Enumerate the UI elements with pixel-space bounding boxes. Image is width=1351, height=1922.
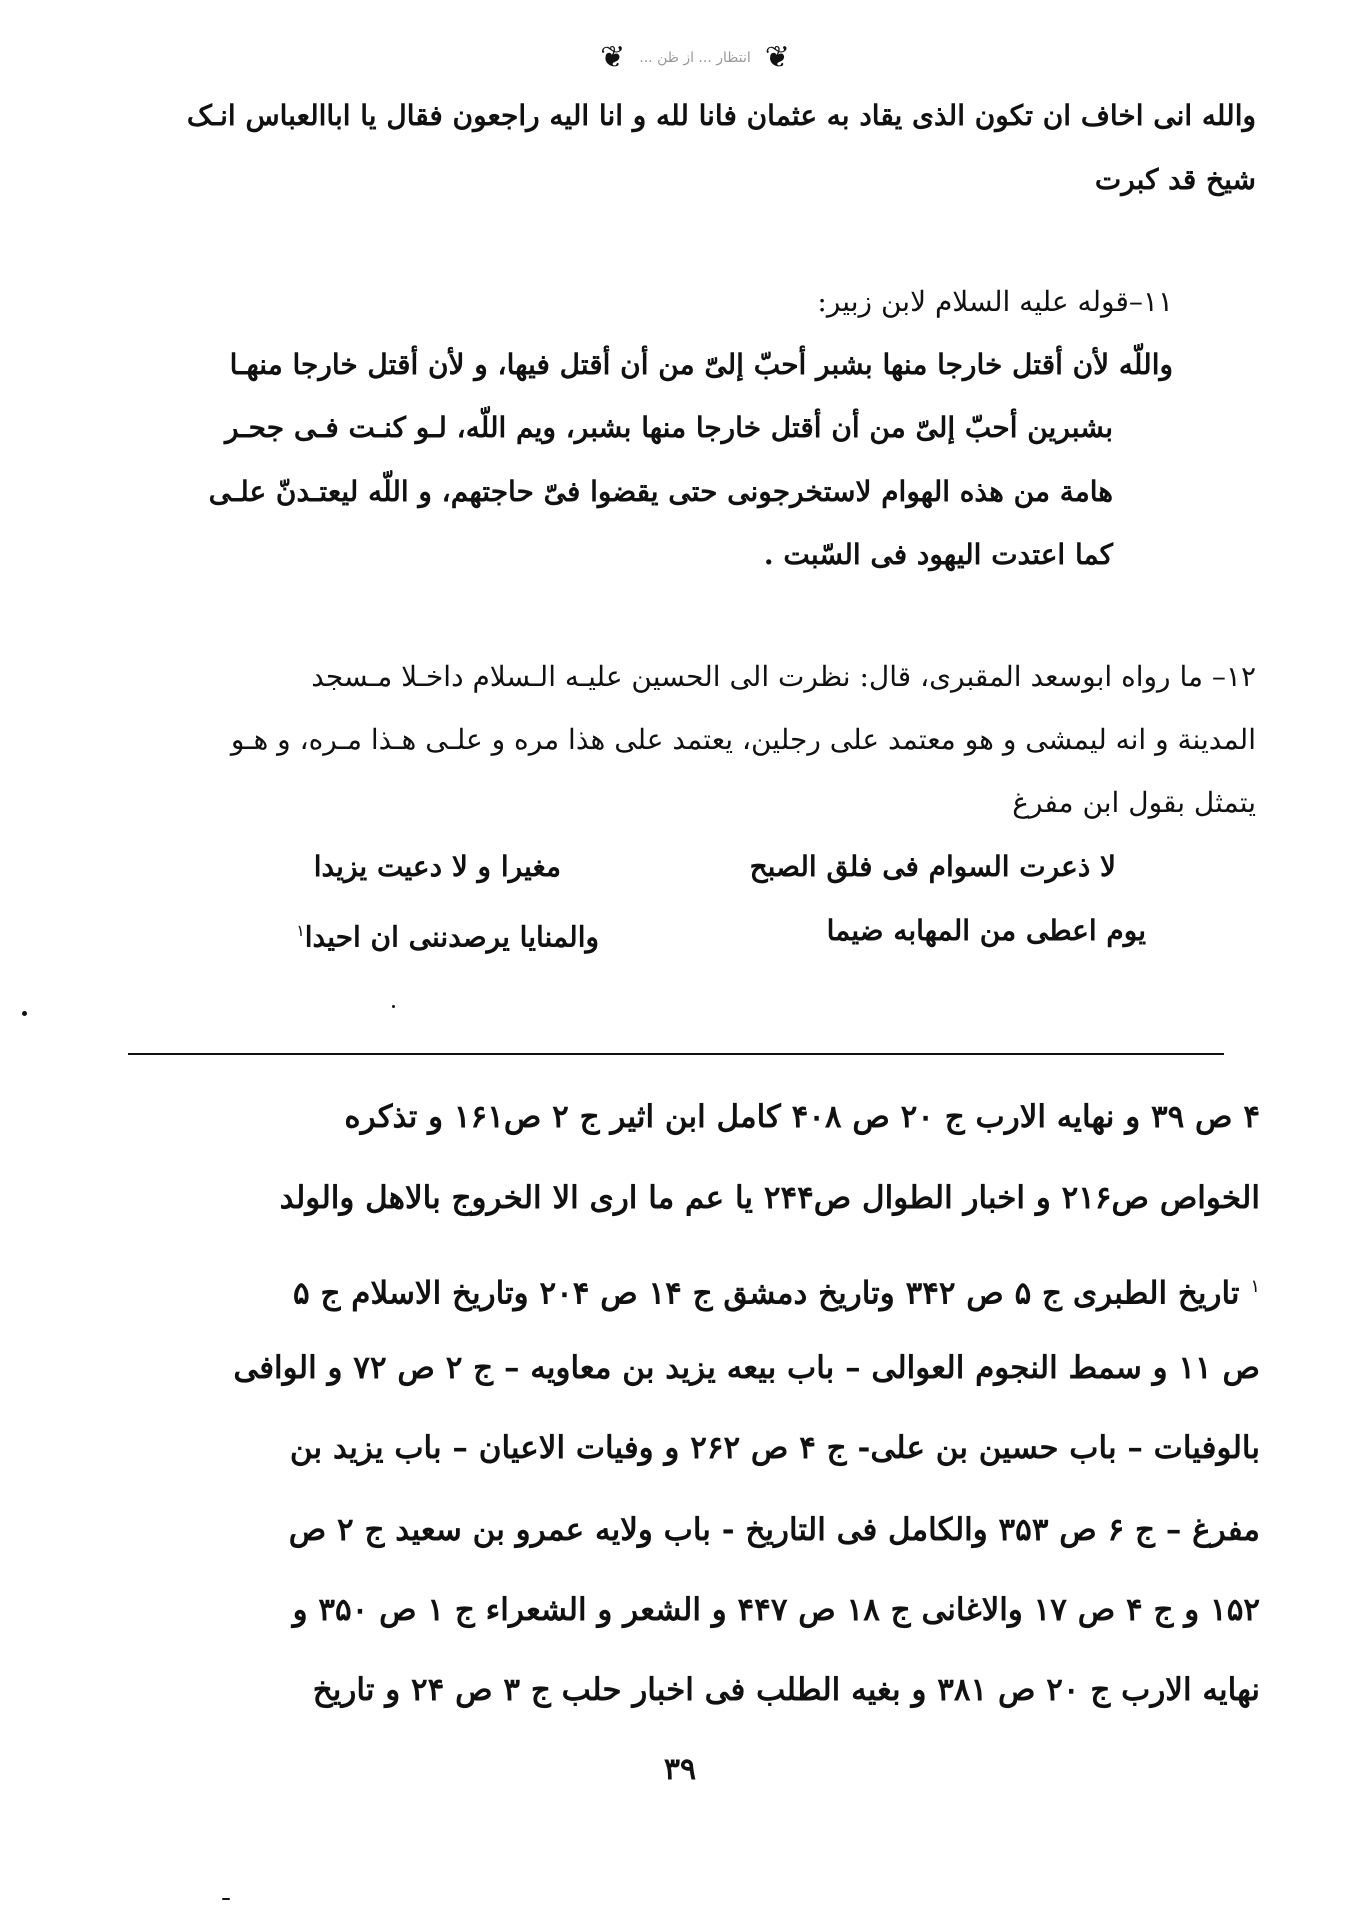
paragraph-line: والله انی اخاف ان تکون الذی یقاد به عثمان فانا لله و انا الیه راجعون فقال یا اباالعباس انـک <box>186 99 1256 132</box>
paragraph-line: هامة من هذه الهوام لاستخرجونی حتی یقضوا فیّ حاجتهم، و اللّه لیعتـدنّ علـی <box>208 475 1113 508</box>
verse-hemistich: یوم اعطی من المهابه ضیما <box>826 914 1146 947</box>
page-number: ۳۹ <box>663 1752 697 1787</box>
verse-hemistich: لا ذعرت السوام فی فلق الصبح <box>749 850 1116 883</box>
footnote-separator <box>128 1053 1224 1055</box>
footnote-line <box>293 1262 1260 1318</box>
footnote-line: ص ۱۱ و سمط النجوم العوالی – باب بیعه یزید بن معاویه – ج ۲ ص ۷۲ و الوافی <box>233 1350 1260 1386</box>
footnote-line: مفرغ – ج ۶ ص ۳۵۳ والکامل فی التاریخ - باب ولایه عمرو بن سعید ج ۲ ص <box>288 1512 1260 1548</box>
item-heading: ۱۱–قوله علیه السلام لابن زبیر: <box>817 285 1173 318</box>
footnote-line: ۱۵۲ و ج ۴ ص ۱۷ والاغانی ج ۱۸ ص ۴۴۷ و الشعر و الشعراء ج ۱ ص ۳۵۰ و <box>292 1592 1260 1628</box>
running-header <box>460 38 930 78</box>
footnote-marker: ۱ <box>1250 1276 1260 1297</box>
ornament-icon: ❦ <box>600 40 626 75</box>
paragraph-line: ۱۲– ما رواه ابوسعد المقبری، قال: نظرت الی الحسین علیـه الـسلام داخـلا مـسجد <box>311 660 1256 693</box>
header-text: انتظار ... از ظن ... <box>639 50 751 66</box>
paragraph-line: المدینة و انه لیمشی و هو معتمد علی رجلین، یعتمد علی هذا مره و علـی هـذا مـره، و هـو <box>230 723 1256 756</box>
stray-mark <box>222 1898 230 1900</box>
footnote-text: تاریخ الطبری ج ۵ ص ۳۴۲ وتاریخ دمشق ج ۱۴ ص ۲۰۴ وتاریخ الاسلام ج ۵ <box>293 1275 1240 1312</box>
footnote-line: نهایه الارب ج ۲۰ ص ۳۸۱ و بغیه الطلب فی اخبار حلب ج ۳ ص ۲۴ و تاریخ <box>312 1672 1260 1708</box>
footnote-line: بالوفیات – باب حسین بن علی- ج ۴ ص ۲۶۲ و وفیات الاعیان – باب یزید بن <box>289 1430 1260 1466</box>
verse-text: والمنایا یرصدننی ان احیدا <box>304 920 599 954</box>
footnote-marker: ۱ <box>296 921 305 940</box>
paragraph-line: شیخ قد کبرت <box>1094 163 1256 196</box>
stray-dot <box>392 1005 395 1008</box>
ornament-icon: ❦ <box>764 40 790 75</box>
footnote-line: الخواص ص۲۱۶ و اخبار الطوال ص۲۴۴ یا عم ما اری الا الخروج بالاهل والولد <box>279 1180 1260 1216</box>
paragraph-line: واللّه لأن أقتل خارجا منها بشبر أحبّ إلیّ من أن أقتل فیها، و لأن أقتل خارجا منهـا <box>229 348 1173 381</box>
paragraph-line: بشبرین أحبّ إلیّ من أن أقتل خارجا منها بشبر، ویم اللّه، لـو کنـت فـی جحـر <box>225 411 1113 444</box>
stray-dot <box>22 1011 27 1016</box>
paragraph-line: کما اعتدت الیهود فی السّبت . <box>763 538 1113 571</box>
verse-hemistich: مغیرا و لا دعیت یزیدا <box>313 850 561 883</box>
footnote-line: ۴ ص ۳۹ و نهایه الارب ج ۲۰ ص ۴۰۸ کامل ابن اثیر ج ۲ ص۱۶۱ و تذکره <box>344 1099 1260 1135</box>
paragraph-line: یتمثل بقول ابن مفرغ <box>1012 786 1256 819</box>
verse-hemistich <box>296 909 599 959</box>
